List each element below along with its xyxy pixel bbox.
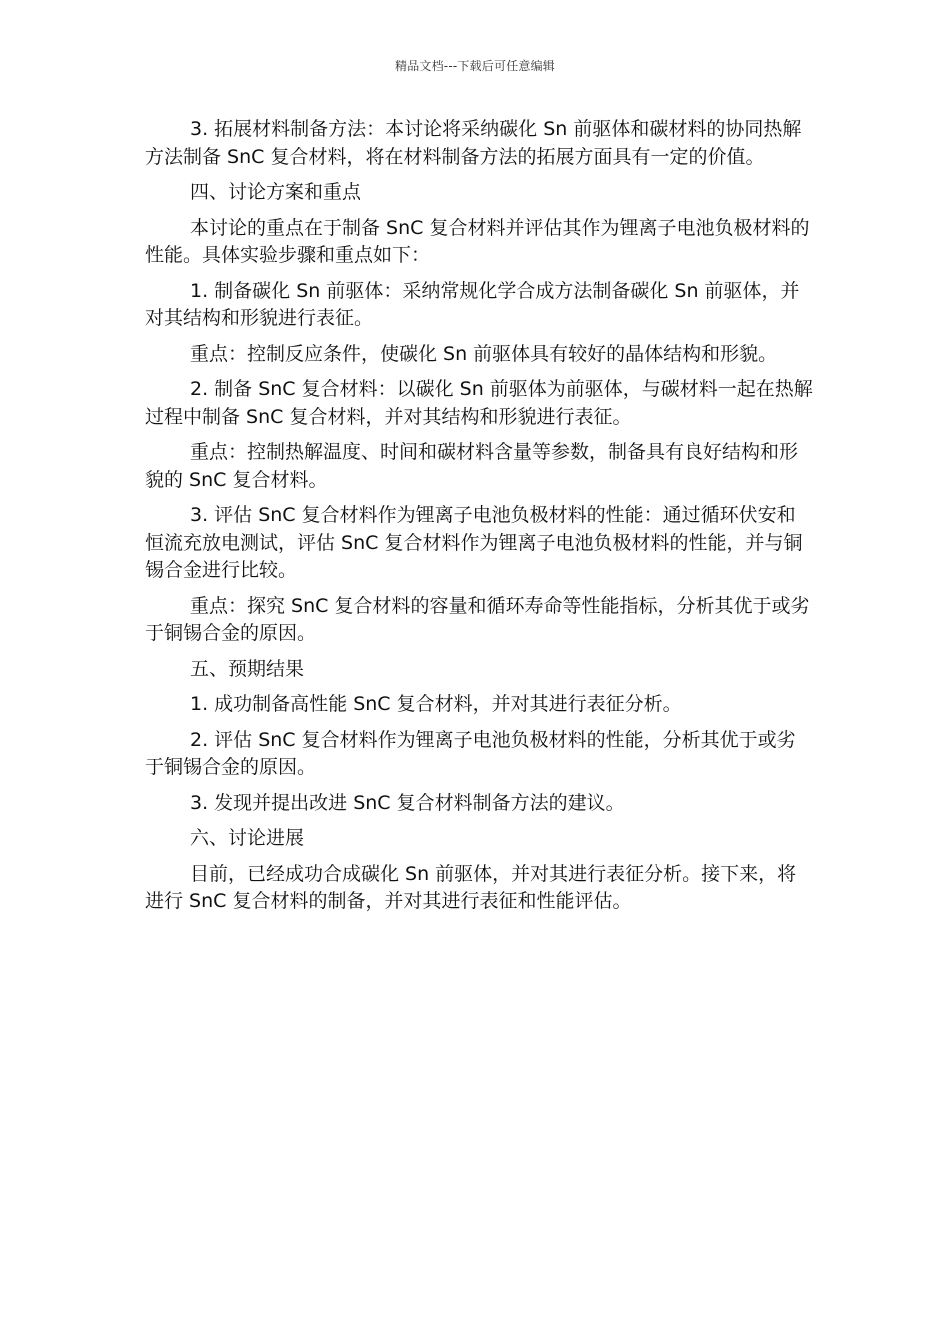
paragraph-plan-intro: 本讨论的重点在于制备 SnC 复合材料并评估其作为锂离子电池负极材料的性能。具体实验步骤和重点如下： bbox=[145, 216, 810, 266]
paragraph-progress: 目前，已经成功合成碳化 Sn 前驱体，并对其进行表征分析。接下来，将进行 SnC 复合材料的制备，并对其进行表征和性能评估。 bbox=[145, 862, 797, 912]
section-heading-expected-results: 五、预期结果 bbox=[190, 657, 305, 680]
paragraph-step-3-focus: 重点：探究 SnC 复合材料的容量和循环寿命等性能指标，分析其优于或劣于铜锡合金的原因。 bbox=[145, 594, 810, 644]
paragraph-step-1: 1. 制备碳化 Sn 前驱体：采纳常规化学合成方法制备碳化 Sn 前驱体，并对其结构和形貌进行表征。 bbox=[145, 279, 800, 329]
paragraph-step-2-focus: 重点：控制热解温度、时间和碳材料含量等参数，制备具有良好结构和形貌的 SnC 复合材料。 bbox=[145, 441, 799, 491]
paragraph-result-3: 3. 发现并提出改进 SnC 复合材料制备方法的建议。 bbox=[190, 791, 625, 814]
section-heading-plan: 四、讨论方案和重点 bbox=[190, 181, 362, 203]
paragraph-result-1: 1. 成功制备高性能 SnC 复合材料，并对其进行表征分析。 bbox=[190, 693, 682, 715]
page-header: 精品文档---下载后可任意编辑 bbox=[395, 59, 555, 73]
document-body bbox=[145, 116, 813, 924]
paragraph-objective-3: 3. 拓展材料制备方法：本讨论将采纳碳化 Sn 前驱体和碳材料的协同热解方法制备 SnC 复合材料，将在材料制备方法的拓展方面具有一定的价值。 bbox=[145, 118, 802, 168]
paragraph-step-1-focus: 重点：控制反应条件，使碳化 Sn 前驱体具有较好的晶体结构和形貌。 bbox=[190, 342, 778, 365]
section-heading-progress: 六、讨论进展 bbox=[190, 827, 305, 849]
paragraph-step-2: 2. 制备 SnC 复合材料：以碳化 Sn 前驱体为前驱体，与碳材料一起在热解过程中制备 SnC 复合材料，并对其结构和形貌进行表征。 bbox=[145, 378, 813, 428]
paragraph-result-2: 2. 评估 SnC 复合材料作为锂离子电池负极材料的性能，分析其优于或劣于铜锡合金的原因。 bbox=[145, 728, 796, 778]
paragraph-step-3: 3. 评估 SnC 复合材料作为锂离子电池负极材料的性能：通过循环伏安和恒流充放电测试，评估 SnC 复合材料作为锂离子电池负极材料的性能，并与铜锡合金进行比较。 bbox=[145, 504, 803, 581]
